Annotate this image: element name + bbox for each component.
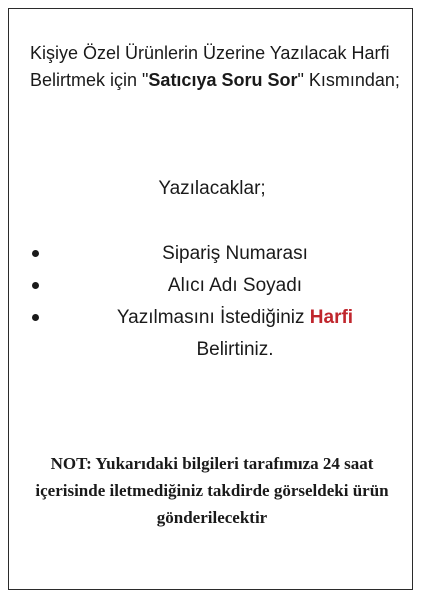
list-item [30, 302, 400, 366]
intro-text [30, 40, 400, 94]
bullet-icon [32, 250, 39, 257]
list-item-letter-request [70, 302, 400, 366]
bullet-icon [32, 314, 39, 321]
list-item [30, 270, 400, 302]
bullet-list [30, 238, 400, 366]
list-item-recipient-name: Alıcı Adı Soyadı [167, 275, 303, 296]
list-item-order-number: Sipariş Numarası [162, 243, 308, 264]
list-item [30, 238, 400, 270]
highlight-letter-word: Harfi [309, 307, 354, 328]
list-item-letter-suffix: Belirtiniz. [196, 339, 274, 360]
list-item-letter-prefix: Yazılmasını İstediğiniz [116, 307, 310, 328]
note-text: NOT: Yukarıdaki bilgileri tarafımıza 24 saat içerisinde iletmediğiniz takdirde görseldeki ürün gönderilecektir [35, 454, 389, 527]
bullet-icon [32, 282, 39, 289]
intro-part-2: " Kısmından; [297, 70, 400, 90]
list-heading: Yazılacaklar; [158, 178, 266, 199]
intro-bold-phrase: Satıcıya Soru Sor [148, 70, 298, 90]
intro-part-1: Kişiye Özel Ürünlerin Üzerine Yazılacak Harfi Belirtmek için " [30, 43, 390, 90]
